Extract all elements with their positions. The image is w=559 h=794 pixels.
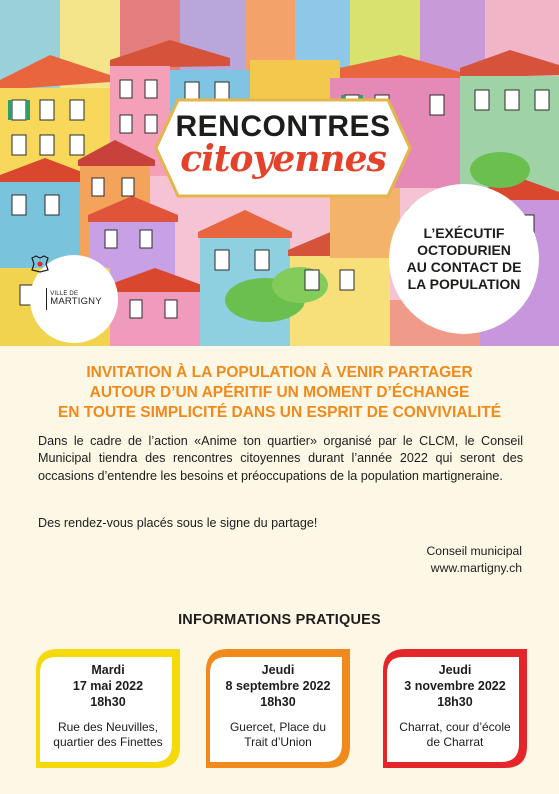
invitation-heading: [20, 363, 539, 423]
event-date: 8 septembre 2022: [225, 679, 331, 693]
event-day: Jeudi: [438, 663, 472, 677]
page-subtitle: citoyennes: [180, 138, 386, 180]
logo-label-big: MARTIGNY: [50, 296, 102, 308]
event-place: [36, 720, 180, 750]
event-card: [206, 649, 350, 768]
signature: [426, 543, 522, 577]
crest-icon: [30, 255, 50, 273]
hero-illustration: [0, 0, 559, 346]
event-date: 17 mai 2022: [72, 679, 144, 693]
tagline-line: LA POPULATION: [407, 276, 521, 292]
event-place-line: quartier des Finettes: [53, 735, 163, 749]
event-day: Jeudi: [261, 663, 295, 677]
signature-name: Conseil municipal: [426, 544, 522, 558]
website-link[interactable]: www.martigny.ch: [430, 561, 522, 575]
event-time: 18h30: [90, 695, 126, 709]
event-place-line: Guercet, Place du: [229, 720, 327, 734]
tagline-line: L’EXÉCUTIF: [423, 225, 505, 241]
invitation-line: INVITATION À LA POPULATION À VENIR PARTAGER: [86, 364, 473, 381]
tagline-line: OCTODURIEN: [417, 242, 511, 258]
body-paragraph-closing: Des rendez-vous placés sous le signe du partage!: [38, 516, 318, 530]
page-title: RENCONTRES: [175, 110, 391, 143]
event-place-line: Trait d’Union: [244, 735, 312, 749]
logo-divider: [46, 288, 47, 310]
event-date: 3 novembre 2022: [404, 679, 506, 693]
title-badge: [152, 92, 414, 204]
event-place: [206, 720, 350, 750]
info-section-title: INFORMATIONS PRATIQUES: [178, 612, 381, 628]
event-place-line: Rue des Neuvilles,: [57, 720, 159, 734]
event-card: [383, 649, 527, 768]
body-paragraph: Dans le cadre de l’action «Anime ton quartier» organisé par le CLCM, le Conseil Municipal tiendra des rencontres citoyennes durant l’année 2022 qui seront des occasions d’entendre les besoins et préoccupations de la population martigneraine.: [38, 434, 523, 483]
event-time: 18h30: [260, 695, 296, 709]
event-place-line: de Charrat: [426, 735, 484, 749]
event-place-line: Charrat, cour d’école: [399, 720, 511, 734]
tagline-line: AU CONTACT DE: [406, 259, 522, 275]
invitation-line: AUTOUR D’UN APÉRITIF UN MOMENT D’ÉCHANGE: [89, 384, 470, 401]
martigny-logo: [30, 255, 118, 343]
logo-label-small: VILLE DE: [50, 291, 79, 298]
event-card: [36, 649, 180, 768]
event-place: [383, 720, 527, 750]
event-time: 18h30: [437, 695, 473, 709]
event-day: Mardi: [91, 663, 125, 677]
invitation-line: EN TOUTE SIMPLICITÉ DANS UN ESPRIT DE CONVIVIALITÉ: [57, 404, 502, 421]
tagline-badge: [389, 184, 539, 334]
tagline-text: [404, 225, 524, 293]
